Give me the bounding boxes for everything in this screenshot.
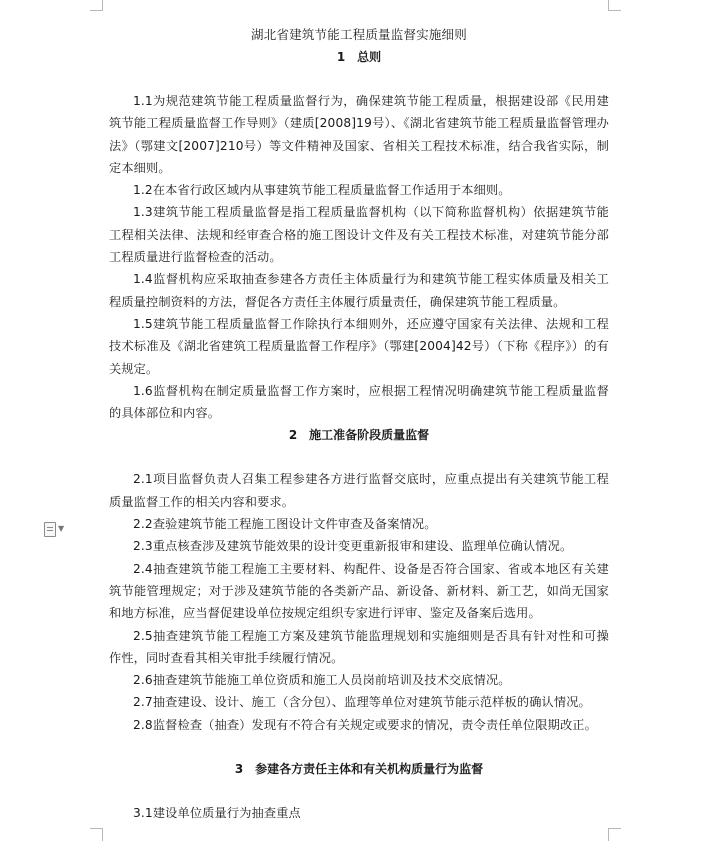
paragraph: 2.7抽查建设、设计、施工（含分包）、监理等单位对建筑节能示范样板的确认情况。: [133, 695, 591, 710]
paragraph: 1.6监督机构在制定质量监督工作方案时，应根据工程情况明确建筑节能工程质量监督的具体部位和内容。: [109, 383, 609, 421]
spacer: [109, 780, 609, 802]
spacer: [109, 446, 609, 468]
paragraph: 1.2在本省行政区域内从事建筑节能工程质量监督工作适用于本细则。: [133, 183, 511, 198]
paragraph: 1.3建筑节能工程质量监督是指工程质量监督机构（以下简称监督机构）依据建筑节能工程相关法律、法规和经审查合格的施工图设计文件及有关工程技术标准，对建筑节能分部工程质量进行监督检查的活动。: [109, 205, 609, 265]
paragraph: 2.4抽查建筑节能工程施工主要材料、构配件、设备是否符合国家、省或本地区有关建筑节能管理规定；对于涉及建筑节能的各类新产品、新设备、新材料、新工艺，如尚无国家和地方标准，应当督促建设单位按规定组织专家进行评审、鉴定及备案后选用。: [109, 561, 609, 621]
paragraph: 2.3重点核查涉及建筑节能效果的设计变更重新报审和建设、监理单位确认情况。: [133, 539, 573, 554]
paragraph: 2.6抽查建筑节能施工单位资质和施工人员岗前培训及技术交底情况。: [133, 673, 511, 688]
paragraph: 2.8监督检查（抽查）发现有不符合有关规定或要求的情况，责令责任单位限期改正。: [133, 717, 597, 732]
paragraph: 1.1为规范建筑节能工程质量监督行为，确保建筑节能工程质量，根据建设部《民用建筑节能工程质量监督工作导则》（建质[2008]19号）、《湖北省建筑节能工程质量监督管理办法》（鄂建文[2007]210号）等文件精神及国家、省相关工程技术标准，结合我省实际，制定本细则。: [109, 94, 609, 175]
page-corner-mark-bottom-left: [90, 828, 103, 841]
spacer: [109, 736, 609, 758]
section-heading: 1 总则: [336, 50, 382, 64]
paragraph: 2.2查验建筑节能工程施工图设计文件审查及备案情况。: [133, 517, 437, 532]
paragraph: 2.1项目监督负责人召集工程参建各方进行监督交底时，应重点提出有关建筑节能工程质量监督工作的相关内容和要求。: [109, 472, 609, 509]
section-heading: 2 施工准备阶段质量监督: [288, 428, 430, 443]
spacer: [109, 68, 609, 90]
paragraph: 1.4监督机构应采取抽查参建各方责任主体质量行为和建筑节能工程实体质量及相关工程质量控制资料的方法，督促各方责任主体履行质量责任，确保建筑节能工程质量。: [109, 272, 609, 309]
clipboard-document-icon: [44, 522, 56, 537]
document-page: [109, 24, 609, 824]
page-corner-mark-bottom-right: [608, 828, 621, 841]
section-heading: 3 参建各方责任主体和有关机构质量行为监督: [234, 762, 484, 777]
chevron-down-icon: ▼: [58, 524, 65, 533]
paste-options-icon[interactable]: [44, 521, 74, 537]
paragraph: 2.5抽查建筑节能工程施工方案及建筑节能监理规划和实施细则是否具有针对性和可操作性，同时查看其相关审批手续履行情况。: [109, 628, 609, 665]
paragraph: 3.1建设单位质量行为抽查重点: [133, 806, 301, 821]
page-corner-mark-top-right: [608, 0, 621, 11]
document-title: 湖北省建筑节能工程质量监督实施细则: [251, 27, 467, 42]
page-corner-mark-top-left: [90, 0, 103, 11]
paragraph: 1.5建筑节能工程质量监督工作除执行本细则外，还应遵守国家有关法律、法规和工程技术标准及《湖北省建筑工程质量监督工作程序》（鄂建[2004]42号）（下称《程序》）的有关规定。: [109, 316, 609, 376]
